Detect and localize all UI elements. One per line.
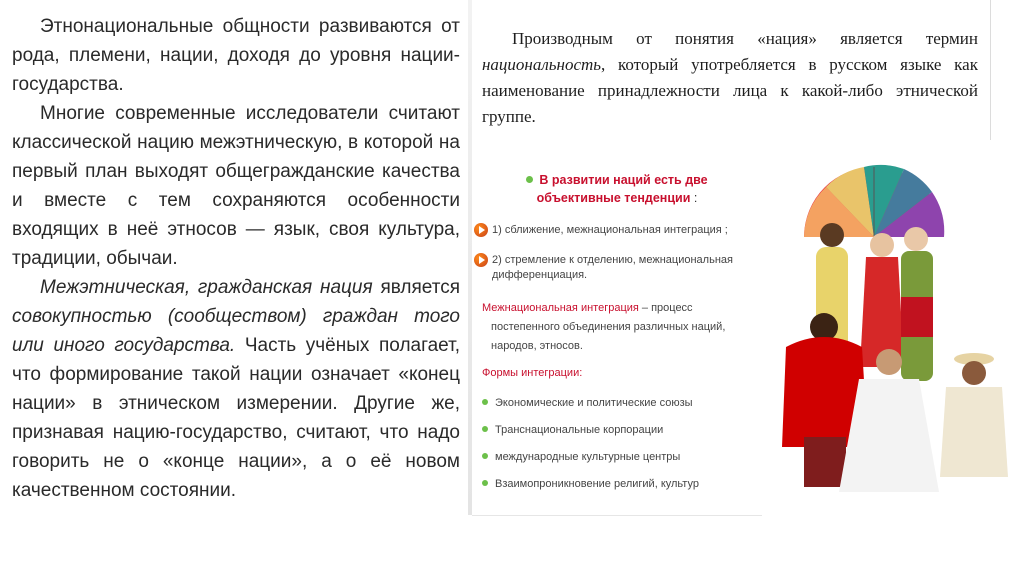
person-center-back [860,233,904,367]
panel-title-line-1: В развитии наций есть две [539,173,708,187]
form-item-2 [482,423,663,437]
green-bullet-icon [482,426,488,432]
people-illustration [764,147,1016,513]
nationality-definition [482,26,978,130]
green-bullet-icon [482,399,488,405]
person-front-right [940,353,1008,477]
paragraph-3-mid: является [372,277,460,298]
person-right-back [901,227,933,381]
form-item-text: Транснациональные корпорации [495,424,664,436]
green-bullet-icon [482,480,488,486]
paragraph-1: Этнонациональные общности развиваются от рода, племени, нации, доходя до уровня нации-государства. [12,16,460,95]
play-arrow-icon [474,223,488,237]
paragraph-3 [12,273,460,505]
green-bullet-icon [482,453,488,459]
panel-title-colon: : [690,191,698,205]
tendencies-panel [472,145,762,516]
paragraph-2: Многие современные исследователи считают классической нацию межэтническую, в которой на первый план выходят общегражданские качества и вместе с тем сохраняются особенности входящих в неё этносов — язык, своя культура, традиции, обычаи. [12,103,460,269]
term-nationality: национальность [482,55,602,74]
definition-civic-nation: совокупностью (сообществом) граждан того или иного государства. [12,306,460,356]
form-item-4 [482,477,699,491]
slide-edge-line [990,0,991,140]
form-item-3 [482,450,680,464]
definition-part-1: Производным от понятия «нация» является термин [512,29,978,48]
integration-definition [482,299,757,356]
play-arrow-icon [474,253,488,267]
green-bullet-icon [526,176,533,183]
forms-title: Формы интеграции: [482,367,583,379]
panel-title-line-2: объективные тенденции [536,191,691,205]
form-item-text: Взаимопроникновение религий, культур [495,478,699,490]
integration-def-start: – процесс [638,302,693,314]
term-civic-nation: Межэтническая, гражданская нация [40,277,373,298]
integration-term: Межнациональная интеграция [482,302,639,314]
left-text-block [12,12,460,505]
people-photo [764,147,1016,513]
form-item-1 [482,396,693,410]
definition-part-2: , который употребляется в русском языке как наименование принадлежности лица к какой-либо этнической группе. [482,55,978,126]
tendency-text-2: 2) стремление к отделению, межнациональная дифференциация. [492,254,733,281]
paragraph-3-rest: Часть учёных полагает, что формирование такой нации означает «конец нации» в этническом измерении. Другие же, признавая нацию-государство, считают, что надо говорить не о «конце нации», а о её новом качественном состоянии. [12,335,460,501]
form-item-text: Экономические и политические союзы [495,397,693,409]
form-item-text: международные культурные центры [495,451,681,463]
panel-title [472,171,762,207]
tendency-text-1: 1) сближение, межнациональная интеграция ; [492,224,728,236]
integration-def-rest: постепенного объединения различных наций, народов, этносов. [491,321,726,352]
